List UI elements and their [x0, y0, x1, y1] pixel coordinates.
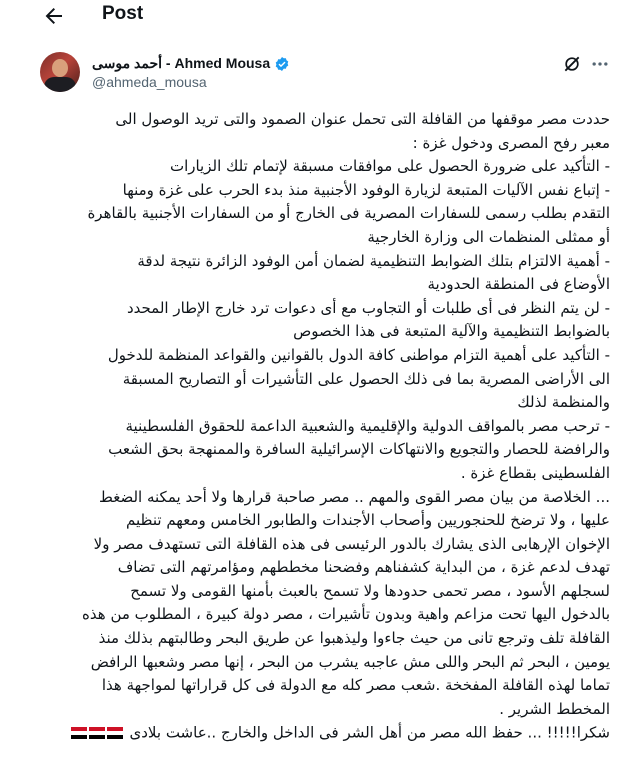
post-line: تهدف لدعم غزة ، من البداية كشفناهم وفضحنا مخططهم ومؤامرتهم التى تضاف [117, 558, 610, 577]
top-bar [0, 0, 631, 32]
post-line: - أهمية الالتزام بتلك الضوابط التنظيمية لضمان أمن الوفود الزائرة نتيجة لدقة [137, 251, 610, 270]
post-line: والرافضة للحصار والتجويع والانتهاكات الإسرائيلية السافرة والممنهجة بحق الشعب [108, 440, 610, 459]
flags [69, 721, 123, 745]
post-line: الإخوان الإرهابى الذى يشارك بالدور الرئيسى فى هذه القافلة التى تستهدف مصر ولا [93, 534, 610, 553]
post-text [40, 108, 610, 745]
author-name[interactable] [92, 55, 290, 72]
post-line: التقدم بطلب رسمى للسفارات المصرية فى الخارج أو من السفارات الأجنبية بالقاهرة [87, 204, 610, 223]
avatar[interactable] [40, 52, 80, 92]
post-line: بالضوابط التنظيمية والآلية المتبعة فى هذا الخصوص [293, 322, 610, 341]
post-line: - ترحب مصر بالمواقف الدولية والإقليمية والشعبية الداعمة للحقوق الفلسطينية [125, 416, 610, 435]
post-line: الفلسطينى بقطاع غزة . [460, 463, 610, 482]
post-line: والمنظمة لذلك [517, 393, 610, 412]
post-last-line-text: شكرا!!!!! ... حفظ الله مصر من أهل الشر فى الداخل والخارج ..عاشت بلادى [129, 723, 610, 742]
post-line: يومين ، البحر ثم البحر واللى مش عاجبه يشرب من البحر ، إنها مصر وشعبها الرافض [90, 652, 610, 671]
post-line: المخطط الشرير . [499, 699, 610, 718]
post-line: بالدخول اليها تحت مزاعم واهية وبدون تأشيرات ، مصر دولة كبيرة ، المطلوب من هذه [82, 605, 610, 624]
egypt-flag-icon [107, 727, 123, 739]
post-line: الأوضاع فى المنطقة الحدودية [427, 275, 610, 294]
grok-icon[interactable] [562, 54, 582, 74]
post-last-line [40, 721, 610, 745]
post-line: تماما لهذه القافلة المفخخة .شعب مصر كله مع الدولة فى كل قراراتها لمواجهة هذا [101, 676, 610, 695]
post-line: - التأكيد على أهمية التزام مواطنى كافة الدول بالقوانين والقواعد المنظمة للدخول [107, 345, 610, 364]
author-handle[interactable]: @ahmeda_mousa [92, 74, 207, 90]
post-line: القافلة تلف وترجع تانى من حيث جاءوا وليذهبوا عن طريق البحر وطالبتهم بذلك منذ [98, 629, 610, 648]
post-line: - التأكيد على ضرورة الحصول على موافقات مسبقة لإتمام تلك الزيارات [169, 157, 610, 176]
verified-badge-icon [274, 56, 290, 72]
page-title: Post [102, 3, 144, 24]
post-line: - لن يتم النظر فى أى طلبات أو التجاوب مع أى دعوات ترد خارج الإطار المحدد [126, 298, 610, 317]
post-line: ... الخلاصة من بيان مصر القوى والمهم .. مصر صاحبة قرارها ولا أحد يمكنه الضغط [98, 487, 610, 506]
egypt-flag-icon [89, 727, 105, 739]
post-line: الى الأراضى المصرية بما فى ذلك الحصول على التأشيرات أو التصاريح المسبقة [122, 369, 610, 388]
egypt-flag-icon [71, 727, 87, 739]
post-line: معبر رفح المصرى ودخول غزة : [412, 133, 610, 152]
post-line: حددت مصر موقفها من القافلة التى تحمل عنوان الصمود والتى تريد الوصول الى [115, 110, 610, 128]
post-line: - إتباع نفس الآليات المتبعة لزيارة الوفود الأجنبية منذ بدء الحرب على غزة ومنها [122, 180, 610, 199]
post-line: أو ممثلى المنظمات الى وزارة الخارجية [367, 227, 610, 246]
post-line: لسجلهم الأسود ، مصر تحمى حدودها ولا تسمح بالعبث بأمنها القومى ولا تسمح [130, 581, 610, 600]
post-line: عليها ، ولا ترضخ للحنجوريين وأصحاب الأجندات والطابور الخامس ومعهم تنظيم [126, 511, 610, 530]
author-name-text[interactable]: أحمد موسى - Ahmed Mousa [92, 55, 271, 71]
arrow-left-icon[interactable] [42, 4, 66, 28]
more-options-icon[interactable] [590, 54, 610, 74]
